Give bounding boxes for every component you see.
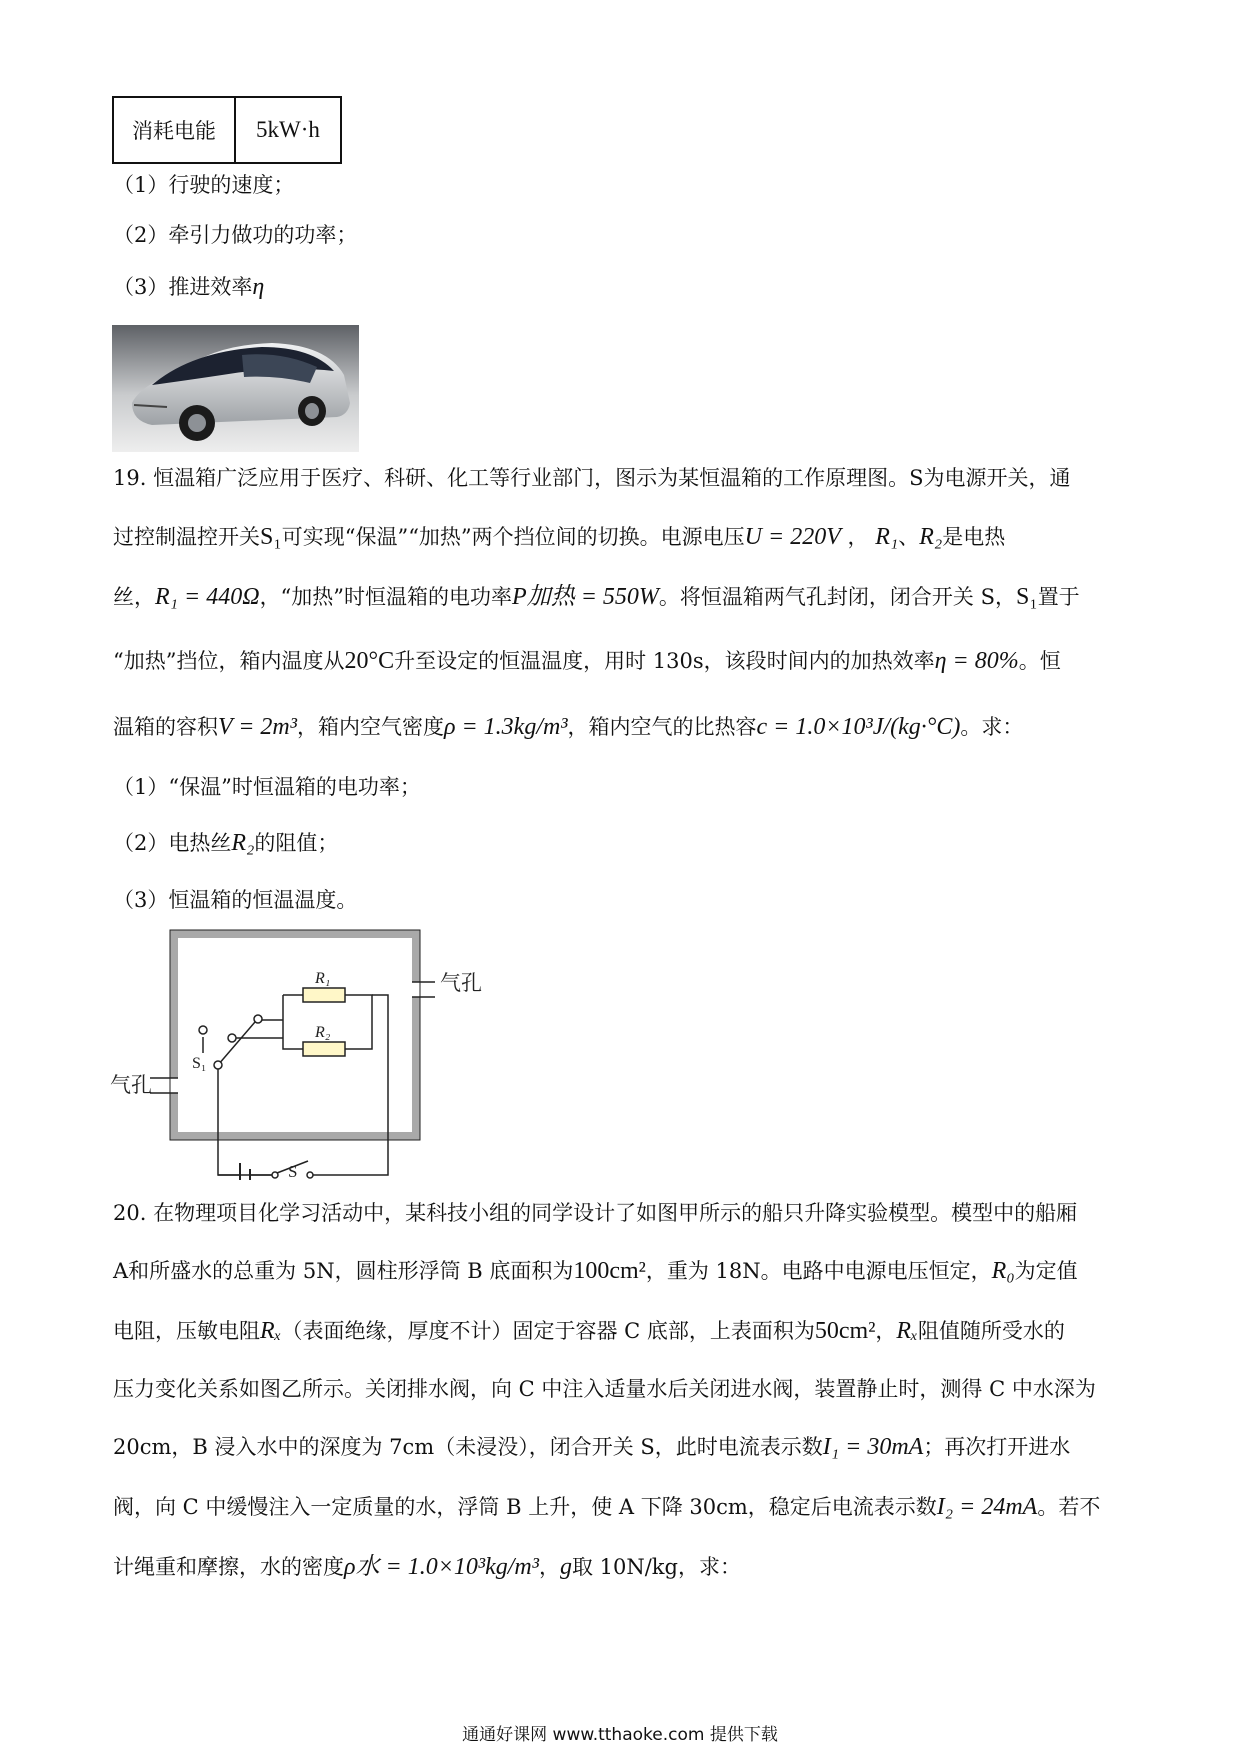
q19-item-2: （2）电热丝R₂的阻值；	[113, 830, 339, 856]
energy-label: 消耗电能	[113, 97, 235, 163]
car-image	[112, 325, 359, 452]
q20-line-5: 20cm，B 浸入水中的深度为 7cm（未浸没），闭合开关 S，此时电流表示数I₁ = 30mA；再次打开进水	[113, 1434, 1071, 1460]
q20-line-2: A和所盛水的总重为 5N，圆柱形浮筒 B 底面积为100cm²，重为 18N。电路中电源电压恒定，R₀为定值	[113, 1258, 1078, 1284]
q18-item-2: （2）牵引力做功的功率；	[113, 223, 358, 247]
q18-item-1: （1）行驶的速度；	[113, 173, 295, 197]
energy-value: 5kW·h	[235, 97, 341, 163]
q20-line-1: 20. 在物理项目化学习活动中，某科技小组的同学设计了如图甲所示的船只升降实验模型。模型中的船厢	[113, 1201, 1078, 1225]
thermostat-circuit-diagram	[110, 925, 490, 1180]
r2-label: R₂	[315, 1024, 331, 1041]
q19-line-3: 丝，R₁ = 440Ω，“加热”时恒温箱的电功率P加热 = 550W。将恒温箱两气孔封闭，闭合开关 S，S₁置于	[113, 584, 1080, 610]
page-footer: 通通好课网 www.tthaoke.com 提供下载	[462, 1725, 778, 1745]
q19-item-3: （3）恒温箱的恒温温度。	[113, 888, 358, 912]
q20-line-4: 压力变化关系如图乙所示。关闭排水阀，向 C 中注入适量水后关闭进水阀，装置静止时，测得 C 中水深为	[113, 1377, 1096, 1401]
q20-line-7: 计绳重和摩擦，水的密度ρ水 = 1.0×10³kg/m³，g取 10N/kg，求：	[113, 1554, 741, 1580]
q20-line-3: 电阻，压敏电阻Rₓ（表面绝缘，厚度不计）固定于容器 C 底部，上表面积为50cm²，Rₓ阻值随所受水的	[113, 1318, 1065, 1344]
s1-label: S₁	[192, 1055, 207, 1072]
q18-item-3: （3）推进效率η	[113, 274, 265, 300]
q19-line-1: 19. 恒温箱广泛应用于医疗、科研、化工等行业部门，图示为某恒温箱的工作原理图。S为电源开关，通	[113, 466, 1071, 490]
vent-top-label: 气孔	[440, 971, 482, 995]
q19-line-2: 过控制温控开关S₁可实现“保温”“加热”两个挡位间的切换。电源电压U = 220V ， R₁、R₂是电热	[113, 524, 1006, 550]
s-label: S	[288, 1162, 298, 1180]
q19-line-4: “加热”挡位，箱内温度从20°C升至设定的恒温温度，用时 130s，该段时间内的加热效率η = 80%。恒	[113, 648, 1061, 674]
q19-line-5: 温箱的容积V = 2m³，箱内空气密度ρ = 1.3kg/m³，箱内空气的比热容c = 1.0×10³J/(kg·°C)。求：	[113, 714, 1024, 740]
r1-label: R₁	[315, 970, 331, 987]
vent-left-label: 气孔	[110, 1073, 152, 1097]
q19-item-1: （1）“保温”时恒温箱的电功率；	[113, 775, 421, 799]
energy-table	[112, 96, 342, 164]
q20-line-6: 阀，向 C 中缓慢注入一定质量的水，浮筒 B 上升，使 A 下降 30cm，稳定后电流表示数I₂ = 24mA。若不	[113, 1494, 1101, 1520]
